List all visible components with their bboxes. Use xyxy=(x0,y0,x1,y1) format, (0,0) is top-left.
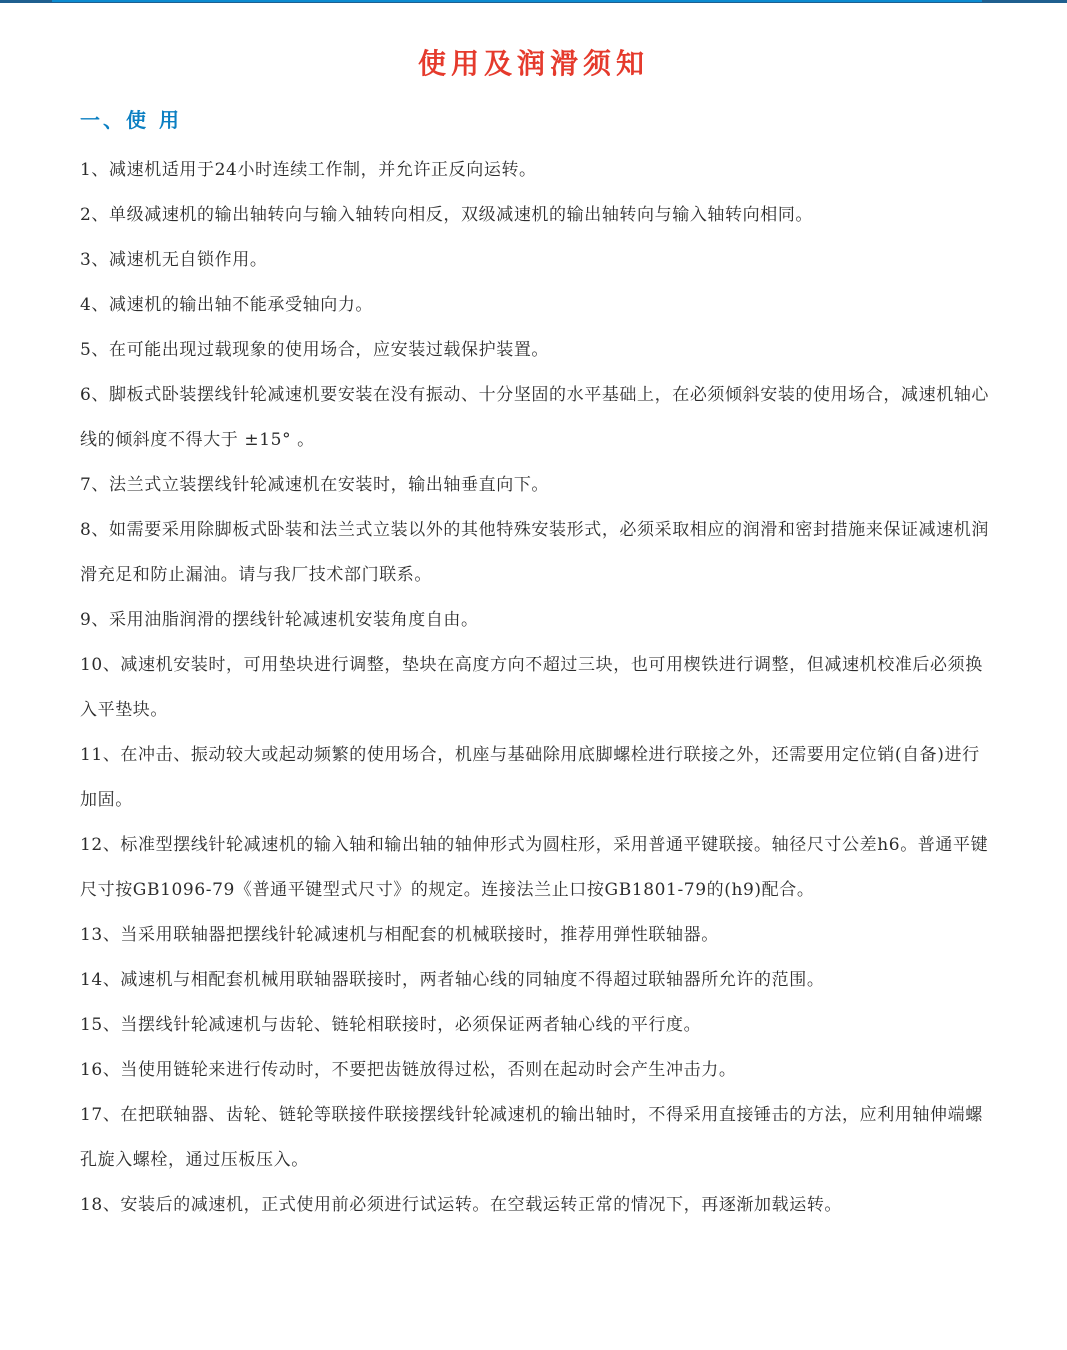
instruction-item-13: 13、当采用联轴器把摆线针轮减速机与相配套的机械联接时，推荐用弹性联轴器。 xyxy=(80,925,719,945)
instruction-item-15: 15、当摆线针轮减速机与齿轮、链轮相联接时，必须保证两者轴心线的平行度。 xyxy=(80,1015,702,1035)
instruction-item-18: 18、安装后的减速机，正式使用前必须进行试运转。在空载运转正常的情况下，再逐渐加载运转。 xyxy=(80,1195,843,1215)
usage-instructions-list xyxy=(80,148,990,1228)
page-title: 使用及润滑须知 xyxy=(417,47,649,80)
instruction-item-10: 10、减速机安装时，可用垫块进行调整，垫块在高度方向不超过三块，也可用楔铁进行调整，但减速机校准后必须换入平垫块。 xyxy=(80,655,983,720)
instruction-item-3: 3、减速机无自锁作用。 xyxy=(80,250,268,270)
instruction-item-12: 12、标准型摆线针轮减速机的输入轴和输出轴的轴伸形式为圆柱形，采用普通平键联接。轴径尺寸公差h6。普通平键尺寸按GB1096-79《普通平键型式尺寸》的规定。连接法兰止口按GB1801-79的(h9)配合。 xyxy=(80,835,989,900)
instruction-item-14: 14、减速机与相配套机械用联轴器联接时，两者轴心线的同轴度不得超过联轴器所允许的范围。 xyxy=(80,970,825,990)
instruction-item-17: 17、在把联轴器、齿轮、链轮等联接件联接摆线针轮减速机的输出轴时，不得采用直接锤击的方法，应利用轴伸端螺孔旋入螺栓，通过压板压入。 xyxy=(80,1105,983,1170)
instruction-item-11: 11、在冲击、振动较大或起动频繁的使用场合，机座与基础除用底脚螺栓进行联接之外，还需要用定位销(自备)进行加固。 xyxy=(80,745,980,810)
instruction-item-9: 9、采用油脂润滑的摆线针轮减速机安装角度自由。 xyxy=(80,610,479,630)
instruction-item-4: 4、减速机的输出轴不能承受轴向力。 xyxy=(80,295,374,315)
top-border-accent xyxy=(52,0,982,2)
instruction-item-7: 7、法兰式立装摆线针轮减速机在安装时，输出轴垂直向下。 xyxy=(80,475,550,495)
instruction-item-1: 1、减速机适用于24小时连续工作制，并允许正反向运转。 xyxy=(80,160,537,180)
instruction-item-8: 8、如需要采用除脚板式卧装和法兰式立装以外的其他特殊安装形式，必须采取相应的润滑和密封措施来保证减速机润滑充足和防止漏油。请与我厂技术部门联系。 xyxy=(80,520,990,585)
instruction-item-16: 16、当使用链轮来进行传动时，不要把齿链放得过松，否则在起动时会产生冲击力。 xyxy=(80,1060,737,1080)
section-heading-usage: 一、使 用 xyxy=(80,108,182,132)
instruction-item-2: 2、单级减速机的输出轴转向与输入轴转向相反，双级减速机的输出轴转向与输入轴转向相同。 xyxy=(80,205,814,225)
instruction-item-6: 6、脚板式卧装摆线针轮减速机要安装在没有振动、十分坚固的水平基础上，在必须倾斜安装的使用场合，减速机轴心线的倾斜度不得大于 ±15° 。 xyxy=(80,385,990,450)
instruction-item-5: 5、在可能出现过载现象的使用场合，应安装过载保护装置。 xyxy=(80,340,550,360)
